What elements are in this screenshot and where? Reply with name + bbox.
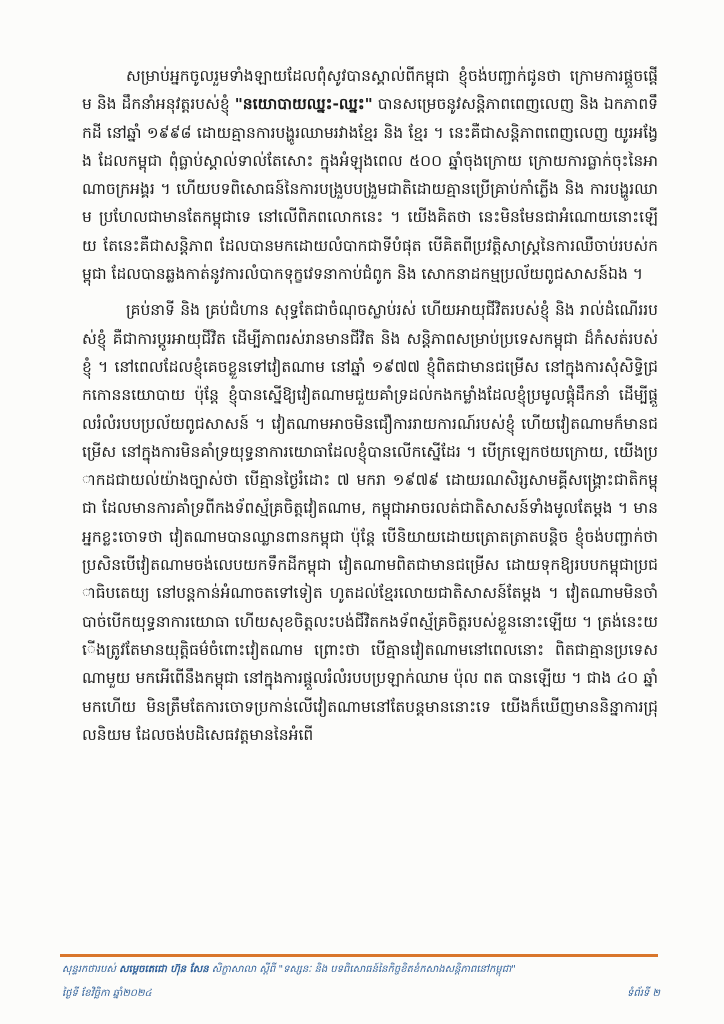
footer-date: ថ្ងៃទី ខែវិច្ឆិកា ឆ្នាំ២០២៤: [62, 988, 152, 999]
paragraph-1-text-a: សម្រាប់អ្នកចូលរួមទាំងឡាយដែលពុំសូវបានស្គាល់ពីកម្ពុជា ខ្ញុំចង់បញ្ជាក់ជូនថា ក្រោមការផ្តួចផ្តើម និង ដឹកនាំអនុវត្តរបស់ខ្ញុំ: [82, 67, 658, 114]
win-win-policy-emphasis: "នយោបាយឈ្នះ-ឈ្នះ": [234, 95, 373, 114]
footer-meta: [62, 986, 660, 1002]
paragraph-1: [82, 62, 658, 288]
body-text: [82, 62, 658, 749]
paragraph-1-text-b: បានសម្រេចនូវសន្តិភាពពេញលេញ និង ឯកភាពទឹកដី នៅឆ្នាំ ១៩៩៨ ដោយគ្មានការបង្ហូរឈាមរវាងខ្មែរ និង ខ្មែរ ។ នេះគឺជាសន្តិភាពពេញលេញ យូរអង្វែង ដែលកម្ពុជា ពុំធ្លាប់ស្គាល់ទាល់តែសោះ ក្នុងអំឡុងពេល ៥០០ ឆ្នាំចុងក្រោយ ក្រោយការធ្លាក់ចុះនៃអាណាចក្រអង្គរ ។ ហើយបទពិសោធន៍នៃការបង្រួបបង្រួមជាតិដោយគ្មានប្រើគ្រាប់កាំភ្លើង និង ការបង្ហូរឈាម ប្រហែលជាមានតែកម្ពុជាទេ នៅលើពិភពលោកនេះ ។ យើងគិតថា នេះមិនមែនជាអំណោយនោះឡើយ តែនេះគឺជាសន្តិភាព ដែលបានមកដោយលំបាកជាទីបំផុត បើគិតពីប្រវត្តិសាស្ត្រនៃការឈឺចាប់របស់កម្ពុជា ដែលបានឆ្លងកាត់នូវការលំបាកទុក្ខវេទនាកាប់ជំពូក និង សោកនាដកម្មប្រល័យពូជសាសន៍ឯង ។: [82, 95, 658, 284]
footer-speech-title: [62, 962, 662, 978]
footer-prefix: សុន្ទរកថារបស់: [62, 964, 120, 975]
footer-divider: [60, 954, 658, 957]
footer-seminar-title: សិក្ខាសាលា ស្តីពី "ទស្សនៈ និង បទពិសោធន៍នៃកិច្ចខិតខំកសាងសន្តិភាពនៅកម្ពុជា": [208, 964, 516, 975]
page-number: ទំព័រទី ២: [627, 988, 660, 999]
paragraph-2: គ្រប់នាទី និង គ្រប់ជំហាន សុទ្ធតែជាចំណុចស្លាប់រស់ ហើយអាយុជីវិតរបស់ខ្ញុំ និង រាល់ដំណើររបស់ខ្ញុំ គឺជាការប្តូរអាយុជីវិត ដើម្បីភាពរស់រានមានជីវិត និង សន្តិភាពសម្រាប់ប្រទេសកម្ពុជា ដ៏កំសត់របស់ខ្ញុំ ។ នៅពេលដែលខ្ញុំគេចខ្លួនទៅវៀតណាម នៅឆ្នាំ ១៩៧៧ ខ្ញុំពិតជាមានជម្រើស នៅក្នុងការសុំសិទ្ធិជ្រកកោននយោបាយ ប៉ុន្តែ ខ្ញុំបានស្នើឱ្យវៀតណាមជួយគាំទ្រដល់កងកម្លាំងដែលខ្ញុំប្រមូលផ្តុំដឹកនាំ ដើម្បីផ្តួលរំលំរបបប្រល័យពូជសាសន៍ ។ វៀតណាមអាចមិនជឿការរាយការណ៍របស់ខ្ញុំ ហើយវៀតណាមក៏មានជម្រើស នៅក្នុងការមិនគាំទ្រយុទ្ធនាការយោធាដែលខ្ញុំបានលើកស្នើដែរ ។ បើក្រឡេកថយក្រោយ, យើងប្រាកដជាយល់យ៉ាងច្បាស់ថា បើគ្មានថ្ងៃរំដោះ ៧ មករា ១៩៧៩ ដោយរណសិរ្សសាមគ្គីសង្គ្រោះជាតិកម្ពុជា ដែលមានការគាំទ្រពីកងទ័ពស្ម័គ្រចិត្តវៀតណាម, កម្ពុជាអាចរលត់ជាតិសាសន៍ទាំងមូលតែម្តង ។ មានអ្នកខ្លះចោទថា វៀតណាមបានឈ្លានពានកម្ពុជា ប៉ុន្តែ បើនិយាយដោយត្រោតត្រាតបន្តិច ខ្ញុំចង់បញ្ជាក់ថា ប្រសិនបើវៀតណាមចង់លេបយកទឹកដីកម្ពុជា វៀតណាមពិតជាមានជម្រើស ដោយទុកឱ្យរបបកម្ពុជាប្រជាធិបតេយ្យ នៅបន្តកាន់អំណាចតទៅទៀត ហូតដល់ខ្មែរលោយជាតិសាសន៍តែម្តង ។ វៀតណាមមិនចាំបាច់បើកយុទ្ធនាការយោធា ហើយសុខចិត្តលះបង់ជីវិតកងទ័ពស្ម័គ្រចិត្តរបស់ខ្លួននោះឡើយ ។ ត្រង់នេះយើងត្រូវតែមានយុត្តិធម៌ចំពោះវៀតណាម ព្រោះថា បើគ្មានវៀតណាមនៅពេលនោះ ពិតជាគ្មានប្រទេសណាមួយ មកអើពើនឹងកម្ពុជា នៅក្នុងការផ្តួលរំលំរបបប្រឡាក់ឈាម ប៉ុល ពត បានឡើយ ។ ជាង ៤០ ឆ្នាំមកហើយ មិនត្រឹមតែការចោទប្រកាន់លើវៀតណាមនៅតែបន្តមាននោះទេ យើងក៏ឃើញមាននិន្នាការជ្រុលនិយម ដែលចង់បដិសេធវត្តមាននៃអំពើ: [82, 301, 658, 744]
footer-speaker-name: សម្តេចតេជោ ហ៊ុន សែន: [119, 964, 209, 975]
